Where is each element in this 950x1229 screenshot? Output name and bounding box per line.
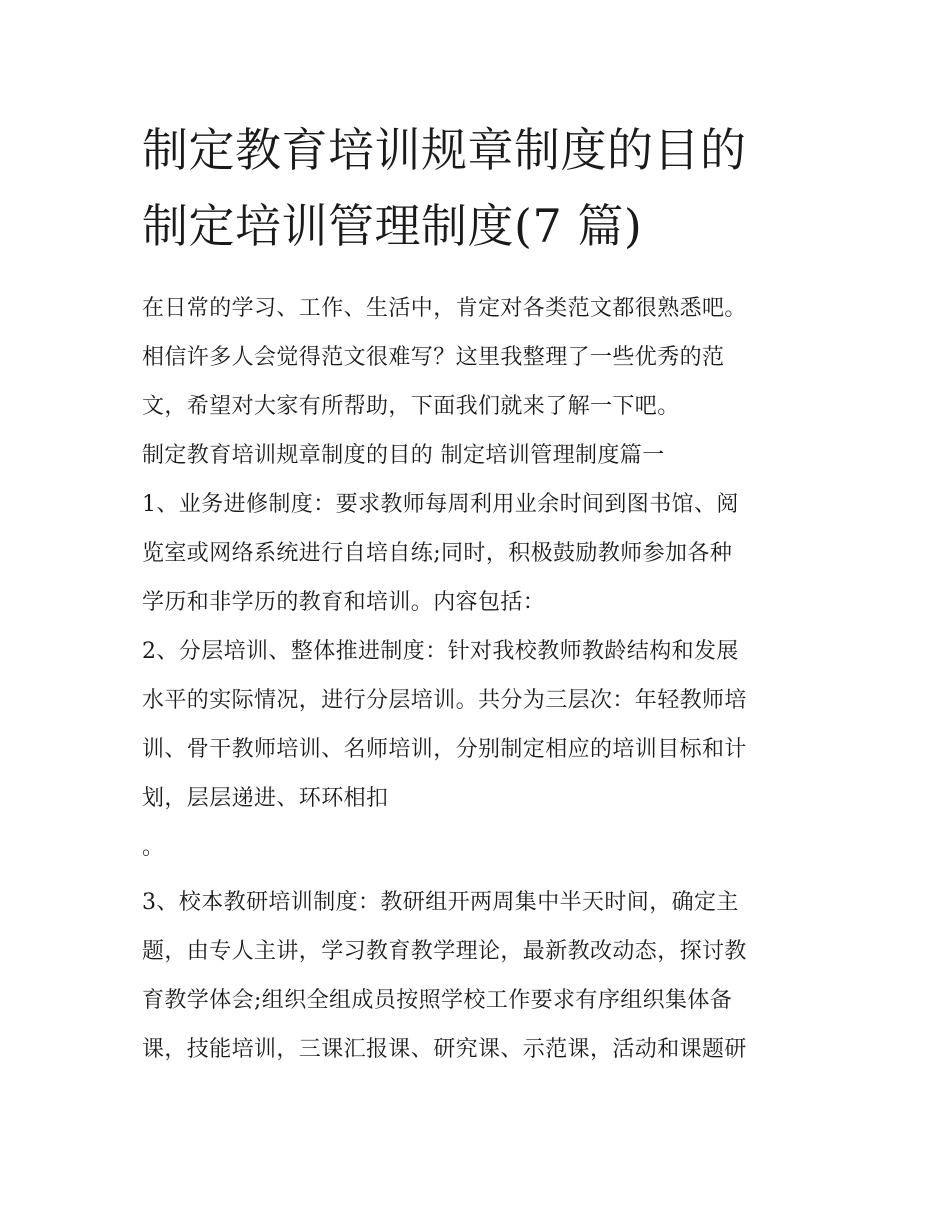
intro-line: 在日常的学习、工作、生活中，肯定对各类范文都很熟悉吧。 [142, 296, 747, 321]
item-2-paragraph [142, 627, 818, 823]
intro-paragraph [142, 284, 818, 431]
document-title [142, 112, 818, 264]
item-3-line: 3、校本教研培训制度：教研组开两周集中半天时间，确定主 [142, 890, 739, 915]
item-2-line: 2、分层培训、整体推进制度：针对我校教师教龄结构和发展 [142, 639, 739, 664]
lone-period-paragraph [142, 823, 818, 878]
document-content [142, 112, 818, 1074]
item-3-line: 题，由专人主讲，学习教育教学理论，最新教改动态，探讨教 [142, 939, 747, 964]
title-line: 制定教育培训规章制度的目的 [142, 123, 747, 177]
item-3-line: 育教学体会;组织全组成员按照学校工作要求有序组织集体备 [142, 988, 733, 1013]
item-1-line: 1、业务进修制度：要求教师每周利用业余时间到图书馆、阅 [142, 492, 739, 517]
item-3-paragraph [142, 878, 818, 1074]
section-heading [142, 431, 818, 480]
item-3-line: 课，技能培训，三课汇报课、研究课、示范课，活动和课题研 [142, 1037, 747, 1062]
item-1-paragraph [142, 480, 818, 627]
item-2-line: 水平的实际情况，进行分层培训。共分为三层次：年轻教师培 [142, 688, 747, 713]
item-2-line: 划，层层递进、环环相扣 [142, 786, 389, 811]
item-1-line: 学历和非学历的教育和培训。内容包括： [142, 590, 546, 615]
intro-line: 相信许多人会觉得范文很难写？这里我整理了一些优秀的范 [142, 345, 725, 370]
lone-period: 。 [142, 835, 165, 860]
item-2-line: 训、骨干教师培训、名师培训，分别制定相应的培训目标和计 [142, 737, 747, 762]
section-heading-text: 制定教育培训规章制度的目的 制定培训管理制度篇一 [142, 443, 665, 468]
item-1-line: 览室或网络系统进行自培自练;同时，积极鼓励教师参加各种 [142, 541, 733, 566]
intro-line: 文，希望对大家有所帮助，下面我们就来了解一下吧。 [142, 394, 680, 419]
title-line: 制定培训管理制度(7 篇) [142, 199, 643, 253]
